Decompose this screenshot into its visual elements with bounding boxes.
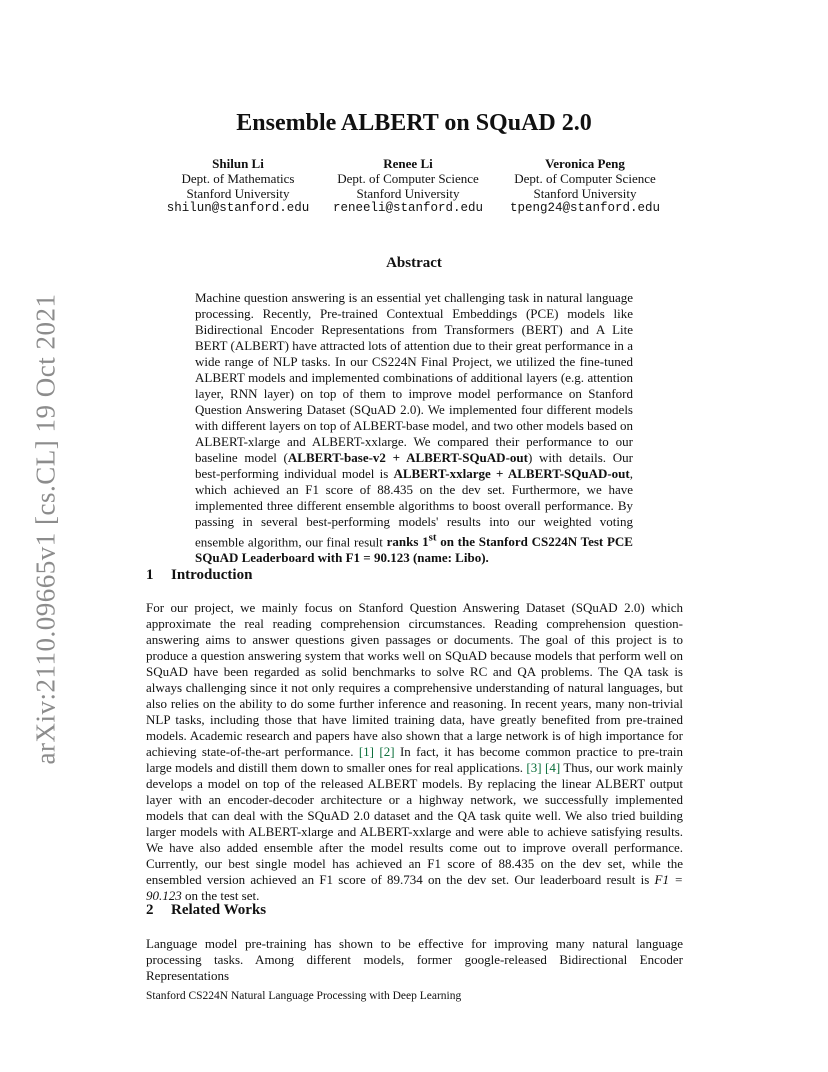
author-email: reneeli@stanford.edu bbox=[332, 201, 484, 215]
section-number: 1 bbox=[146, 567, 154, 583]
author-dept: Dept. of Mathematics bbox=[181, 171, 295, 186]
author-dept: Dept. of Computer Science bbox=[514, 171, 656, 186]
author-univ: Stanford University bbox=[186, 186, 290, 201]
section-title: Related Works bbox=[171, 902, 267, 918]
abstract-body bbox=[195, 290, 633, 566]
author-univ: Stanford University bbox=[533, 186, 637, 201]
intro-text: In fact, it has become common practice to pre-train large models and distill them down to smaller ones for real applications. bbox=[146, 744, 684, 775]
abstract-text: Machine question answering is an essential yet challenging task in natural language processing. Recently, Pre-trained Contextual Embeddings (PCE) models like Bidirectional Encoder Representations from Transformers (BERT) and A Lite BERT (ALBERT) have attracted lots of attention due to their great performance in a wide range of NLP tasks. In our CS224N Final Project, we utilized the fine-tuned ALBERT models and implemented combinations of additional layers (e.g. attention layer, RNN layer) on top of them to improve model performance on Stanford Question Answering Dataset (SQuAD 2.0). We implemented four different models with different layers on top of ALBERT-base model, and two other models based on ALBERT-xlarge and ALBERT-xxlarge. We compared their performance to our baseline model ( bbox=[195, 290, 633, 465]
author-block bbox=[328, 156, 488, 216]
abstract-rank-text: ranks 1 bbox=[386, 534, 429, 550]
paper-title: Ensemble ALBERT on SQuAD 2.0 bbox=[236, 110, 592, 136]
abstract-heading: Abstract bbox=[386, 255, 442, 271]
section-number: 2 bbox=[146, 902, 154, 918]
author-univ: Stanford University bbox=[356, 186, 460, 201]
author-block bbox=[500, 156, 670, 216]
section-heading-introduction bbox=[146, 567, 252, 584]
citation-link[interactable]: [2] bbox=[379, 744, 395, 759]
author-name: Veronica Peng bbox=[545, 156, 625, 171]
citation-link[interactable]: [1] bbox=[358, 744, 375, 759]
author-email: tpeng24@stanford.edu bbox=[509, 201, 661, 215]
intro-text: For our project, we mainly focus on Stanford Question Answering Dataset (SQuAD 2.0) which approximate the real reading comprehension circumstances. Reading comprehension question-answering aims to answer questions given passages or documents. The goal of this project is to produce a question answering system that works well on SQuAD because models that perform well on SQuAD have been regarded as solid benchmarks to solve RC and QA problems. The QA task is always challenging since it not only requires a comprehensive understanding of natural languages, but also relies on the ability to do some further inference and reasoning. In recent years, many non-trivial NLP tasks, including those that have limited training data, have greatly benefited from pre-trained models. Academic research and papers have also shown that a large network is of high importance for achieving state-of-the-art performance. bbox=[146, 600, 683, 759]
introduction-paragraph bbox=[146, 600, 683, 904]
section-title: Introduction bbox=[171, 567, 253, 583]
intro-text: Thus, our work mainly develops a model on top of the released ALBERT models. By replacing the linear ALBERT output layer with an encoder-decoder architecture or a highway network, we successfully implemented models that can deal with the SQuAD 2.0 dataset and the QA task quite well. We also tried building larger models with ALBERT-xlarge and ALBERT-xxlarge and were able to achieve satisfying results. We have also added ensemble after the model results come out to improve overall performance. Currently, our best single model has achieved an F1 score of 88.435 on the dev set, while the ensembled version achieved an F1 score of 89.734 on the dev set. Our leaderboard result is bbox=[146, 760, 684, 887]
section-heading-related-works bbox=[146, 902, 266, 919]
abstract-rank-rest: on the Stanford CS224N Test PCE SQuAD Leaderboard with F1 = 90.123 (name: Libo). bbox=[195, 534, 633, 566]
abstract-text: , which achieved an F1 score of 88.435 on the dev set. Furthermore, we have implemented three different ensemble algorithms to boost overall performance. By passing in several best-performing models' results into our weighted voting ensemble algorithm, our final result bbox=[195, 466, 633, 550]
citation-link[interactable]: [3] bbox=[526, 760, 542, 775]
intro-math-f1: F1 = 90.123 bbox=[146, 872, 683, 903]
author-name: Renee Li bbox=[383, 156, 433, 171]
intro-text: on the test set. bbox=[181, 888, 260, 903]
abstract-rank-superscript: st bbox=[428, 532, 437, 544]
author-email: shilun@stanford.edu bbox=[166, 201, 310, 215]
citation-link[interactable]: [4] bbox=[545, 760, 561, 775]
page-footer: Stanford CS224N Natural Language Processing with Deep Learning bbox=[146, 990, 462, 1002]
arxiv-sidebar bbox=[26, 293, 66, 765]
author-block bbox=[158, 156, 318, 216]
abstract-bold-best-model: ALBERT-xxlarge + ALBERT-SQuAD-out bbox=[393, 466, 630, 481]
author-name: Shilun Li bbox=[212, 156, 264, 171]
arxiv-identifier: arXiv:2110.09665v1 [cs.CL] 19 Oct 2021 bbox=[30, 293, 61, 765]
author-dept: Dept. of Computer Science bbox=[337, 171, 479, 186]
related-works-paragraph: Language model pre-training has shown to be effective for improving many natural language processing tasks. Among different models, former google-released Bidirectional Encoder Representations bbox=[146, 936, 683, 983]
abstract-bold-baseline: ALBERT-base-v2 + ALBERT-SQuAD-out bbox=[287, 450, 528, 465]
abstract-text: ) with details. Our best-performing individual model is bbox=[195, 450, 633, 481]
